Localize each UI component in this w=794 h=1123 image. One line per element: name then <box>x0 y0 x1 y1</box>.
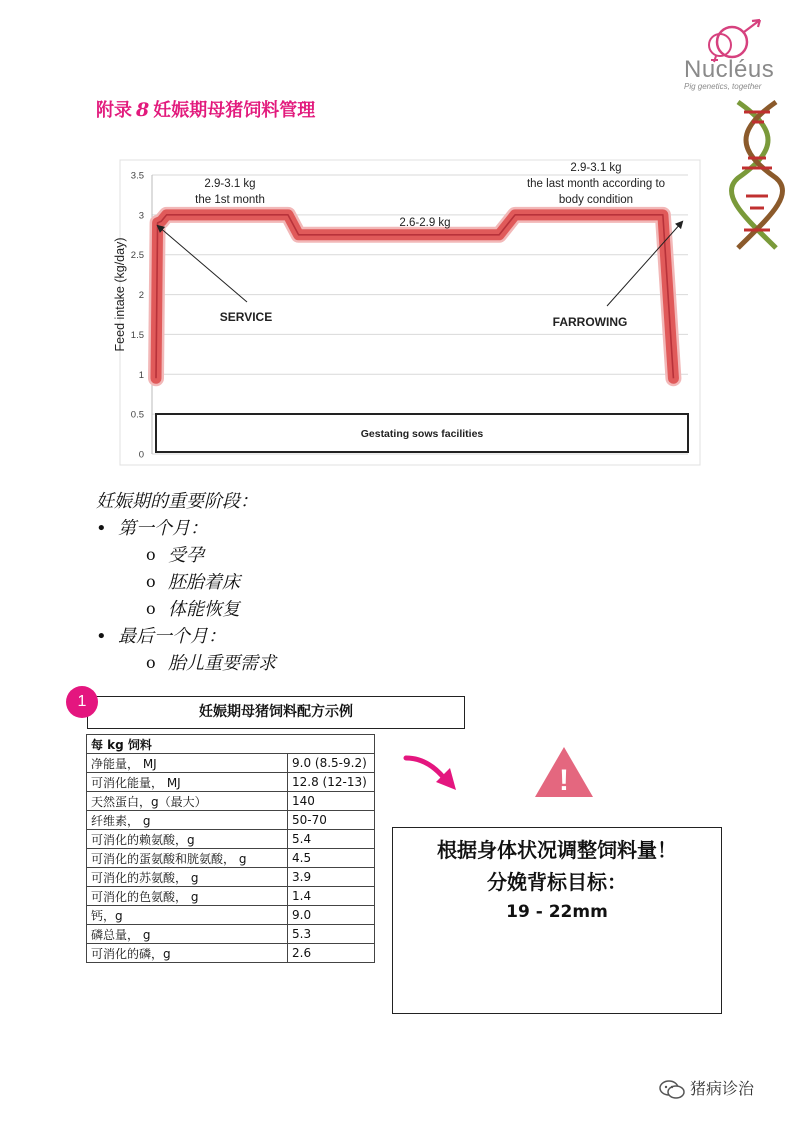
y-tick-label: 3.5 <box>130 170 144 182</box>
y-tick-label: 2 <box>138 290 144 302</box>
table-row <box>87 754 375 773</box>
stage-label: 第一个月： <box>118 518 208 539</box>
annotation-last-month-range: 2.9-3.1 kg <box>570 162 622 174</box>
bullet-dot: • <box>96 518 107 539</box>
nutrient-name: 可消化的磷，g <box>87 944 288 963</box>
watermark-text: 猪病诊治 <box>690 1079 755 1098</box>
formula-table <box>86 734 375 963</box>
formula-table-body <box>87 754 375 963</box>
annotation-middle-range: 2.6-2.9 kg <box>399 217 451 229</box>
note-line-1: 根据身体状况调整饲料量！ <box>437 838 677 862</box>
nutrient-value: 12.8 (12-13) <box>288 773 375 792</box>
y-tick-label: 1 <box>138 369 144 381</box>
annotation-first-month-range: 2.9-3.1 kg <box>204 178 256 190</box>
nutrient-value: 3.9 <box>288 868 375 887</box>
stages-title: 妊娠期的重要阶段： <box>96 491 258 512</box>
y-axis-label: Feed intake (kg/day) <box>113 237 127 352</box>
title-text: 妊娠期母猪饲料管理 <box>153 100 316 121</box>
table-row <box>87 830 375 849</box>
nutrient-name: 钙，g <box>87 906 288 925</box>
nutrient-name: 天然蛋白，g（最大） <box>87 792 288 811</box>
warning-symbol: ! <box>559 764 569 797</box>
warning-icon <box>532 744 596 800</box>
y-tick-label: 3 <box>138 210 144 222</box>
y-tick-label: 2.5 <box>130 250 144 262</box>
y-tick-label: 1.5 <box>130 329 144 341</box>
table-row <box>87 887 375 906</box>
y-tick-label: 0.5 <box>130 409 144 421</box>
nutrient-value: 5.3 <box>288 925 375 944</box>
nutrient-value: 2.6 <box>288 944 375 963</box>
y-tick-label: 0 <box>138 449 144 461</box>
nutrient-name: 可消化的蛋氨酸和胱氨酸， g <box>87 849 288 868</box>
formula-title-box: 妊娠期母猪饲料配方示例 <box>87 696 465 729</box>
body-condition-note <box>392 827 722 1014</box>
nutrient-name: 可消化的赖氨酸，g <box>87 830 288 849</box>
nutrient-value: 50-70 <box>288 811 375 830</box>
stage-item-text: 受孕 <box>168 545 204 566</box>
bullet-circle: o <box>146 653 156 672</box>
title-number: 8 <box>136 99 150 121</box>
table-header-row <box>87 735 375 754</box>
table-row <box>87 944 375 963</box>
table-row <box>87 868 375 887</box>
stage-item <box>96 542 276 569</box>
stage-item-text: 胚胎着床 <box>168 572 240 593</box>
page-title <box>96 96 315 122</box>
table-row <box>87 811 375 830</box>
nutrient-name: 可消化能量， MJ <box>87 773 288 792</box>
nutrient-value: 9.0 <box>288 906 375 925</box>
nutrient-name: 可消化的苏氨酸， g <box>87 868 288 887</box>
stage-label: 最后一个月： <box>118 626 226 647</box>
nutrient-value: 1.4 <box>288 887 375 906</box>
nutrient-value: 9.0 (8.5-9.2) <box>288 754 375 773</box>
annotation-last-month-label: the last month according to <box>526 178 666 190</box>
table-row <box>87 792 375 811</box>
watermark <box>658 1076 754 1101</box>
table-row <box>87 906 375 925</box>
bullet-circle: o <box>146 545 156 564</box>
bullet-circle: o <box>146 599 156 618</box>
table-row <box>87 925 375 944</box>
stage-item-text: 体能恢复 <box>168 599 240 620</box>
nutrient-name: 纤维素， g <box>87 811 288 830</box>
dna-helix-icon <box>728 100 786 250</box>
table-row <box>87 849 375 868</box>
stage-item <box>96 596 276 623</box>
bullet-circle: o <box>146 572 156 591</box>
facility-label: Gestating sows facilities <box>360 428 484 440</box>
stage-first-month <box>96 515 276 542</box>
nutrient-value: 4.5 <box>288 849 375 868</box>
nutrient-name: 磷总量， g <box>87 925 288 944</box>
gestation-stages <box>96 488 276 677</box>
nutrient-value: 140 <box>288 792 375 811</box>
annotation-service: SERVICE <box>219 310 273 324</box>
logo-brand: Nucléus <box>684 56 775 83</box>
nutrient-name: 净能量， MJ <box>87 754 288 773</box>
pink-arrow-icon <box>402 748 464 798</box>
stage-item <box>96 650 276 677</box>
bullet-dot: • <box>96 626 107 647</box>
title-prefix: 附录 <box>96 100 132 121</box>
stage-last-month <box>96 623 276 650</box>
wechat-icon <box>658 1079 686 1101</box>
table-header: 每 kg 饲料 <box>87 735 375 754</box>
annotation-farrowing: FARROWING <box>552 315 628 329</box>
annotation-last-month-condition: body condition <box>558 194 634 206</box>
logo-tagline: Pig genetics, together <box>684 82 762 91</box>
note-target-range: 19 - 22mm <box>506 902 608 922</box>
section-number-badge: 1 <box>66 686 98 718</box>
stage-item-text: 胎儿重要需求 <box>168 653 276 674</box>
annotation-first-month-label: the 1st month <box>195 194 265 206</box>
nutrient-value: 5.4 <box>288 830 375 849</box>
nutrient-name: 可消化的色氨酸， g <box>87 887 288 906</box>
table-row <box>87 773 375 792</box>
stage-item <box>96 569 276 596</box>
note-line-2: 分娩背标目标： <box>487 870 627 894</box>
feed-intake-chart <box>113 160 700 465</box>
